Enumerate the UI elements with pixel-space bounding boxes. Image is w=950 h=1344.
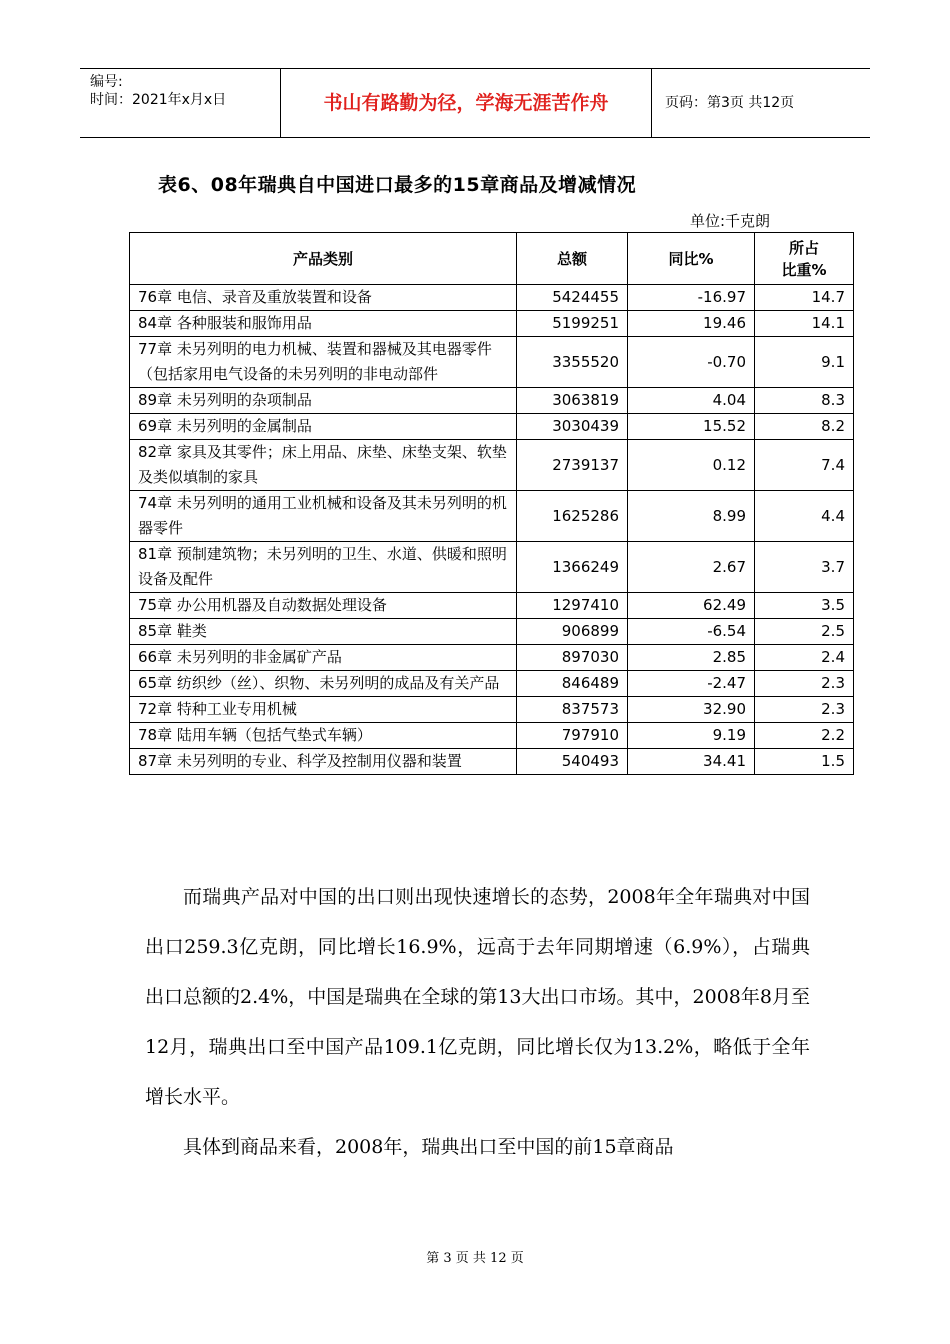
share-cell: 3.7 — [755, 542, 854, 593]
share-cell: 3.5 — [755, 593, 854, 619]
total-cell: 540493 — [517, 749, 628, 775]
share-cell: 8.2 — [755, 414, 854, 440]
yoy-cell: 8.99 — [628, 491, 755, 542]
yoy-cell: -16.97 — [628, 285, 755, 311]
category-cell: 82章 家具及其零件；床上用品、床垫、床垫支架、软垫及类似填制的家具 — [130, 440, 517, 491]
table-row — [130, 388, 854, 414]
header-share-line1: 所占 — [788, 238, 819, 257]
yoy-cell: -2.47 — [628, 671, 755, 697]
total-cell: 3063819 — [517, 388, 628, 414]
total-cell: 2739137 — [517, 440, 628, 491]
header-total: 总额 — [517, 233, 628, 285]
header-meta — [80, 69, 280, 141]
table-row — [130, 440, 854, 491]
share-cell: 2.5 — [755, 619, 854, 645]
header-page-info: 页码：第3页 共12页 — [665, 95, 795, 111]
category-cell: 85章 鞋类 — [130, 619, 517, 645]
total-cell: 1625286 — [517, 491, 628, 542]
table-row — [130, 414, 854, 440]
total-cell: 3030439 — [517, 414, 628, 440]
category-cell: 69章 未另列明的金属制品 — [130, 414, 517, 440]
share-cell: 8.3 — [755, 388, 854, 414]
table-row — [130, 285, 854, 311]
table-row — [130, 311, 854, 337]
share-cell: 14.1 — [755, 311, 854, 337]
table-row — [130, 542, 854, 593]
share-cell: 2.3 — [755, 697, 854, 723]
header-share-line2: 比重% — [781, 260, 827, 279]
category-cell: 75章 办公用机器及自动数据处理设备 — [130, 593, 517, 619]
yoy-cell: 34.41 — [628, 749, 755, 775]
share-cell: 2.2 — [755, 723, 854, 749]
total-cell: 906899 — [517, 619, 628, 645]
category-cell: 78章 陆用车辆（包括气垫式车辆） — [130, 723, 517, 749]
table-row — [130, 491, 854, 542]
table-row — [130, 619, 854, 645]
header-divider — [651, 69, 652, 137]
yoy-cell: 0.12 — [628, 440, 755, 491]
import-table — [129, 232, 854, 775]
header-yoy: 同比% — [628, 233, 755, 285]
yoy-cell: 19.46 — [628, 311, 755, 337]
table-row — [130, 671, 854, 697]
header-motto: 书山有路勤为径，学海无涯苦作舟 — [323, 92, 609, 114]
document-header — [80, 68, 870, 138]
header-share — [755, 233, 854, 285]
table-row — [130, 697, 854, 723]
share-cell: 1.5 — [755, 749, 854, 775]
table-row — [130, 723, 854, 749]
yoy-cell: -0.70 — [628, 337, 755, 388]
yoy-cell: 2.85 — [628, 645, 755, 671]
total-cell: 1366249 — [517, 542, 628, 593]
category-cell: 76章 电信、录音及重放装置和设备 — [130, 285, 517, 311]
category-cell: 72章 特种工业专用机械 — [130, 697, 517, 723]
total-cell: 897030 — [517, 645, 628, 671]
table-row — [130, 645, 854, 671]
header-category: 产品类别 — [130, 233, 517, 285]
table-unit: 单位:千克朗 — [690, 212, 771, 230]
body-text — [145, 872, 810, 1172]
paragraph: 具体到商品来看，2008年，瑞典出口至中国的前15章商品 — [183, 1136, 674, 1158]
total-cell: 837573 — [517, 697, 628, 723]
total-cell: 1297410 — [517, 593, 628, 619]
share-cell: 7.4 — [755, 440, 854, 491]
total-cell: 5199251 — [517, 311, 628, 337]
total-cell: 846489 — [517, 671, 628, 697]
total-cell: 5424455 — [517, 285, 628, 311]
header-number: 编号: — [90, 74, 123, 90]
yoy-cell: 62.49 — [628, 593, 755, 619]
yoy-cell: 15.52 — [628, 414, 755, 440]
yoy-cell: -6.54 — [628, 619, 755, 645]
table-row — [130, 593, 854, 619]
share-cell: 2.3 — [755, 671, 854, 697]
category-cell: 87章 未另列明的专业、科学及控制用仪器和装置 — [130, 749, 517, 775]
share-cell: 9.1 — [755, 337, 854, 388]
table-row — [130, 749, 854, 775]
yoy-cell: 2.67 — [628, 542, 755, 593]
category-cell: 66章 未另列明的非金属矿产品 — [130, 645, 517, 671]
category-cell: 74章 未另列明的通用工业机械和设备及其未另列明的机器零件 — [130, 491, 517, 542]
page-footer: 第 3 页 共 12 页 — [426, 1251, 524, 1266]
category-cell: 84章 各种服装和服饰用品 — [130, 311, 517, 337]
table-title: 表6、08年瑞典自中国进口最多的15章商品及增减情况 — [158, 174, 637, 196]
header-date: 时间：2021年x月x日 — [90, 92, 227, 108]
total-cell: 3355520 — [517, 337, 628, 388]
total-cell: 797910 — [517, 723, 628, 749]
category-cell: 65章 纺织纱（丝）、织物、未另列明的成品及有关产品 — [130, 671, 517, 697]
table-body — [130, 285, 854, 775]
share-cell: 4.4 — [755, 491, 854, 542]
table-header-row — [130, 233, 854, 285]
category-cell: 89章 未另列明的杂项制品 — [130, 388, 517, 414]
yoy-cell: 9.19 — [628, 723, 755, 749]
share-cell: 2.4 — [755, 645, 854, 671]
table-row — [130, 337, 854, 388]
yoy-cell: 4.04 — [628, 388, 755, 414]
share-cell: 14.7 — [755, 285, 854, 311]
category-cell: 81章 预制建筑物；未另列明的卫生、水道、供暖和照明设备及配件 — [130, 542, 517, 593]
paragraph: 而瑞典产品对中国的出口则出现快速增长的态势，2008年全年瑞典对中国出口259.3亿克朗，同比增长16.9%，远高于去年同期增速（6.9%），占瑞典出口总额的2.4%，中国是瑞典在全球的第13大出口市场。其中，2008年8月至12月，瑞典出口至中国产品109.1亿克朗，同比增长仅为13.2%，略低于全年增长水平。 — [145, 886, 810, 1108]
category-cell: 77章 未另列明的电力机械、装置和器械及其电器零件（包括家用电气设备的未另列明的非电动部件 — [130, 337, 517, 388]
yoy-cell: 32.90 — [628, 697, 755, 723]
